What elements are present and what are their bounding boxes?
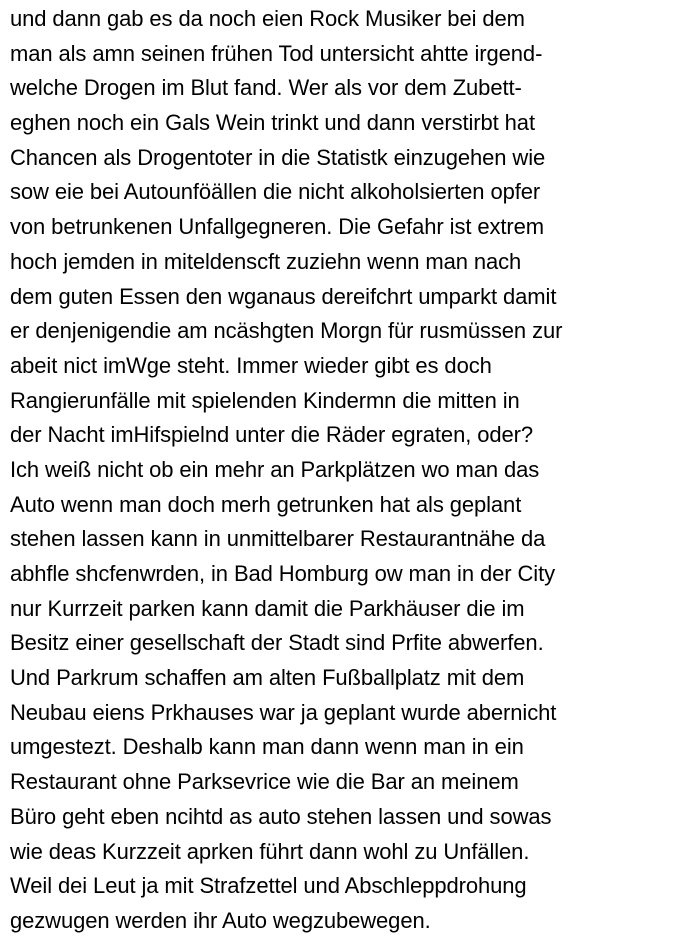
text-line-16: stehen lassen kann in unmittelbarer Restaurantnähe da — [10, 526, 546, 552]
text-line-9: dem guten Essen den wganaus dereifchrt umparkt damit — [10, 283, 557, 309]
text-line-25: wie deas Kurzzeit aprken führt dann wohl zu Unfällen. — [10, 838, 530, 864]
text-line-2: man als amn seinen frühen Tod untersicht ahtte irgend- — [10, 40, 543, 66]
text-line-17: abhfle shcfenwrden, in Bad Homburg ow man in der City — [10, 561, 555, 586]
text-line-13: der Nacht imHifspielnd unter die Räder egraten, oder? — [10, 422, 533, 448]
text-line-1: und dann gab es da noch eien Rock Musiker bei dem — [10, 6, 525, 31]
text-line-6: sow eie bei Autounföällen die nicht alkoholsierten opfer — [10, 179, 541, 205]
text-line-14: Ich weiß nicht ob ein mehr an Parkplätzen wo man das — [10, 456, 540, 482]
body-text — [10, 2, 680, 939]
text-line-27: gezwugen werden ihr Auto wegzubewegen. — [10, 907, 431, 933]
text-line-19: Besitz einer gesellschaft der Stadt sind Prfite abwerfen. — [10, 630, 544, 656]
text-line-10: er denjenigendie am ncäshgten Morgn für rusmüssen zur — [10, 318, 563, 344]
text-line-15: Auto wenn man doch merh getrunken hat als geplant — [10, 491, 522, 517]
text-line-8: hoch jemden in miteldenscft zuziehn wenn man nach — [10, 248, 522, 274]
text-line-24: Büro geht eben ncihtd as auto stehen lassen und sowas — [10, 803, 552, 829]
text-line-11: abeit nict imWge steht. Immer wieder gibt es doch — [10, 352, 492, 378]
text-line-12: Rangierunfälle mit spielenden Kindermn die mitten in — [10, 387, 520, 413]
text-line-18: nur Kurrzeit parken kann damit die Parkhäuser die im — [10, 595, 525, 621]
text-line-26: Weil dei Leut ja mit Strafzettel und Abschleppdrohung — [10, 873, 527, 899]
text-line-5: Chancen als Drogentoter in die Statistk einzugehen wie — [10, 144, 546, 170]
text-line-7: von betrunkenen Unfallgegneren. Die Gefahr ist extrem — [10, 214, 545, 240]
text-line-21: Neubau eiens Prkhauses war ja geplant wurde abernicht — [10, 699, 557, 725]
text-line-3: welche Drogen im Blut fand. Wer als vor dem Zubett- — [10, 75, 522, 101]
text-line-4: eghen noch ein Gals Wein trinkt und dann verstirbt hat — [10, 110, 535, 136]
text-line-20: Und Parkrum schaffen am alten Fußballplatz mit dem — [10, 665, 525, 691]
text-line-23: Restaurant ohne Parksevrice wie die Bar an meinem — [10, 769, 519, 795]
text-line-22: umgestezt. Deshalb kann man dann wenn man in ein — [10, 734, 524, 760]
